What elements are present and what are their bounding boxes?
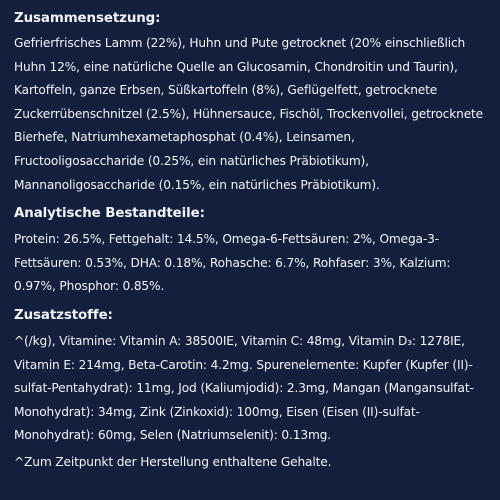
ingredients-heading: Zusammensetzung: bbox=[14, 11, 161, 26]
ingredients-section bbox=[14, 8, 486, 197]
analytics-heading: Analytische Bestandteile: bbox=[14, 206, 205, 222]
analytics-text: Protein: 26.5%, Fettgehalt: 14.5%, Omega-6-Fettsäuren: 2%, Omega-3-Fettsäuren: 0.53%, DHA: 0.18%, Rohasche: 6.7%, Rohfaser: 3%, Kalzium: 0.97%, Phosphor: 0.85%. bbox=[14, 232, 451, 294]
analytics-section bbox=[14, 203, 486, 299]
additives-footnote: ^Zum Zeitpunkt der Herstellung enthaltene Gehalte. bbox=[14, 454, 332, 469]
additives-heading: Zusatzstoffe: bbox=[14, 307, 113, 323]
additives-text: ^(/kg), Vitamine: Vitamin A: 38500IE, Vitamin C: 48mg, Vitamin D₃: 1278IE, Vitamin E: 214mg, Beta-Carotin: 4.2mg. Spurenelemente: Kupfer (Kupfer (II)-sulfat-Pentahydrat): 11mg, Jod (Kaliumjodid): 2.3mg, Mangan (Mangansulfat-Monohydrat): 34mg, Zink (Zinkoxid): 100mg, Eisen (Eisen (II)-sulfat-Monohydrat): 60mg, Selen (Natriumselenit): 0.13mg. bbox=[14, 333, 474, 443]
ingredients-text: Gefrierfrisches Lamm (22%), Huhn und Pute getrocknet (20% einschließlich Huhn 12%, eine natürliche Quelle an Glucosamin, Chondroitin und Taurin), Kartoffeln, ganze Erbsen, Süßkartoffeln (8%), Geflügelfett, getrocknete Zuckerrübenschnitzel (2.5%), Hühnersauce, Fischöl, Trockenvollei, getrocknete Bierhefe, Natriumhexametaphosphat (0.4%), Leinsamen, Fructooligosaccharide (0.25%, ein natürliches Präbiotikum), Mannanoligosaccharide (0.15%, ein natürliches Präbiotikum). bbox=[14, 36, 484, 192]
additives-section bbox=[14, 305, 486, 475]
